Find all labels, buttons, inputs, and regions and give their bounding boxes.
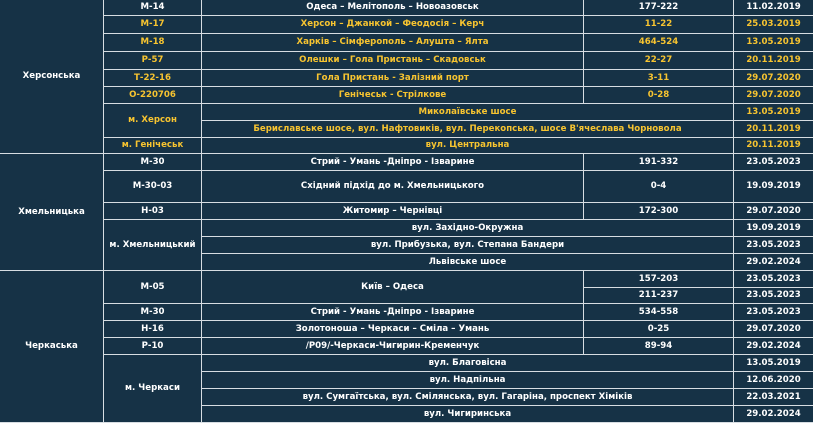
date-cell: 12.06.2020 (733, 371, 813, 389)
date-cell: 29.07.2020 (733, 202, 813, 220)
road-cell: М-30-03 (103, 170, 202, 203)
date-cell: 29.07.2020 (733, 320, 813, 338)
road-cell: Р-10 (103, 337, 202, 355)
route-cell: Львівське шосе (201, 253, 734, 271)
road-cell: м. Хмельницький (103, 219, 202, 271)
road-cell: Н-16 (103, 320, 202, 338)
route-cell: Херсон – Джанкой – Феодосія – Керч (201, 15, 584, 34)
date-cell: 29.02.2024 (733, 253, 813, 271)
region-cell: Черкаська (0, 270, 104, 423)
route-cell: Житомир – Чернівці (201, 202, 584, 220)
date-cell: 29.02.2024 (733, 337, 813, 355)
road-cell: М-30 (103, 303, 202, 321)
date-cell: 13.05.2019 (733, 354, 813, 372)
route-cell: Олешки – Гола Пристань – Скадовськ (201, 51, 584, 70)
road-cell: М-18 (103, 33, 202, 52)
road-cell: М-14 (103, 0, 202, 16)
route-cell: Одеса – Мелітополь – Новоазовськ (201, 0, 584, 16)
date-cell: 13.05.2019 (733, 103, 813, 121)
date-cell: 19.09.2019 (733, 170, 813, 203)
date-cell: 23.05.2023 (733, 270, 813, 288)
km-cell: 172-300 (583, 202, 734, 220)
date-cell: 20.11.2019 (733, 120, 813, 138)
date-cell: 19.09.2019 (733, 219, 813, 237)
road-cell: Т-22-16 (103, 69, 202, 87)
date-cell: 22.03.2021 (733, 388, 813, 406)
route-cell: Генічеськ - Стрілкове (201, 86, 584, 104)
route-cell: Золотоноша – Черкаси – Сміла – Умань (201, 320, 584, 338)
route-cell: вул. Чигиринська (201, 405, 734, 423)
route-cell: вул. Прибузька, вул. Степана Бандери (201, 236, 734, 254)
km-cell: 0-4 (583, 170, 734, 203)
route-cell: Київ – Одеса (201, 270, 584, 304)
road-cell: М-30 (103, 153, 202, 171)
road-cell: О-220706 (103, 86, 202, 104)
region-cell: Херсонська (0, 0, 104, 154)
route-cell: вул. Західно-Окружна (201, 219, 734, 237)
route-cell: Стрий - Умань -Дніпро - Ізварине (201, 303, 584, 321)
route-cell: вул. Благовісна (201, 354, 734, 372)
date-cell: 25.03.2019 (733, 15, 813, 34)
km-cell: 177-222 (583, 0, 734, 16)
route-cell: Стрий - Умань -Дніпро - Ізварине (201, 153, 584, 171)
km-cell: 22-27 (583, 51, 734, 70)
route-cell: вул. Надпільна (201, 371, 734, 389)
km-cell: 534-558 (583, 303, 734, 321)
road-cell: м. Черкаси (103, 354, 202, 423)
route-cell: Гола Пристань - Залізний порт (201, 69, 584, 87)
km-cell: 157-203 (583, 270, 734, 288)
route-cell: /Р09/-Черкаси-Чигирин-Кременчук (201, 337, 584, 355)
route-cell: вул. Центральна (201, 137, 734, 154)
road-cell: Н-03 (103, 202, 202, 220)
km-cell: 464-524 (583, 33, 734, 52)
km-cell: 89-94 (583, 337, 734, 355)
km-cell: 191-332 (583, 153, 734, 171)
road-cell: М-17 (103, 15, 202, 34)
route-cell: Східний підхід до м. Хмельницького (201, 170, 584, 203)
date-cell: 29.07.2020 (733, 86, 813, 104)
road-cell: М-05 (103, 270, 202, 304)
km-cell: 0-28 (583, 86, 734, 104)
route-cell: Харків – Сімферополь – Алушта – Ялта (201, 33, 584, 52)
date-cell: 29.02.2024 (733, 405, 813, 423)
road-cell: м. Генічеськ (103, 137, 202, 154)
km-cell: 0-25 (583, 320, 734, 338)
date-cell: 23.05.2023 (733, 287, 813, 304)
date-cell: 20.11.2019 (733, 137, 813, 154)
route-cell: Миколаївське шосе (201, 103, 734, 121)
km-cell: 3-11 (583, 69, 734, 87)
km-cell: 211-237 (583, 287, 734, 304)
route-cell: Бериславське шосе, вул. Нафтовиків, вул. Перекопська, шосе В'ячеслава Чорновола (201, 120, 734, 138)
region-cell: Хмельницька (0, 153, 104, 271)
date-cell: 11.02.2019 (733, 0, 813, 16)
date-cell: 23.05.2023 (733, 303, 813, 321)
date-cell: 23.05.2023 (733, 236, 813, 254)
date-cell: 20.11.2019 (733, 51, 813, 70)
route-cell: вул. Сумгаїтська, вул. Смілянська, вул. Гагаріна, проспект Хіміків (201, 388, 734, 406)
road-cell: м. Херсон (103, 103, 202, 138)
km-cell: 11-22 (583, 15, 734, 34)
date-cell: 29.07.2020 (733, 69, 813, 87)
date-cell: 23.05.2023 (733, 153, 813, 171)
date-cell: 13.05.2019 (733, 33, 813, 52)
road-cell: Р-57 (103, 51, 202, 70)
